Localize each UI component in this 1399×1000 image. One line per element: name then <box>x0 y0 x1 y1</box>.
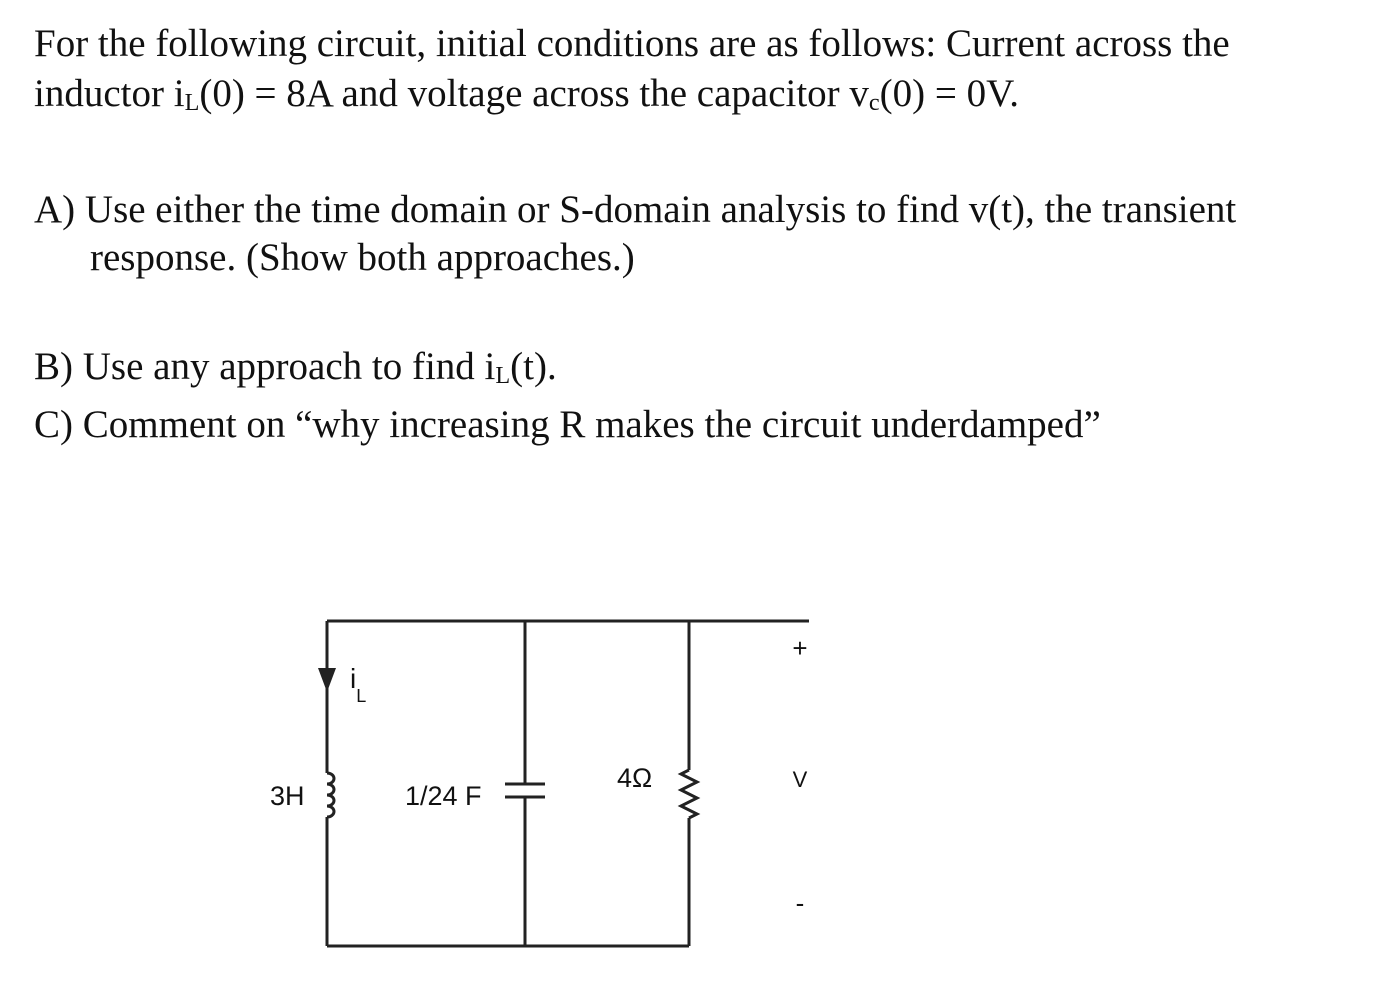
part-a-line-2: response. (Show both approaches.) <box>90 236 635 279</box>
current-label-main: i <box>350 663 357 694</box>
current-arrow-icon <box>318 668 336 692</box>
intro-subscript-c: c <box>868 89 880 117</box>
intro-line-2-suffix: (0) = 0V. <box>879 72 1020 115</box>
part-b-prefix: B) Use any approach to find i <box>34 345 496 388</box>
resistor-label: 4Ω <box>617 763 653 793</box>
current-label <box>350 663 366 706</box>
part-c: C) Comment on “why increasing R makes the circuit underdamped” <box>34 403 1101 446</box>
intro-line-2-mid: (0) = 8A and voltage across the capacitor v <box>199 72 869 115</box>
voltage-label: V <box>792 767 808 792</box>
inductor-coil <box>327 773 334 817</box>
intro-line-2-prefix: inductor i <box>34 72 185 115</box>
current-label-subscript: L <box>356 686 367 706</box>
intro-subscript-L: L <box>184 89 200 117</box>
circuit-wires <box>327 621 809 946</box>
problem-intro-line-1: For the following circuit, initial conditions are as follows: Current across the <box>34 22 1230 65</box>
voltage-minus-sign: - <box>795 888 805 918</box>
part-b-suffix: (t). <box>510 345 557 388</box>
voltage-plus-sign: + <box>792 633 808 663</box>
resistor-zigzag <box>681 770 697 818</box>
inductor-label: 3H <box>270 781 305 811</box>
capacitor-label: 1/24 F <box>405 781 482 811</box>
part-a-line-1: A) Use either the time domain or S-domain analysis to find v(t), the transient <box>34 188 1237 231</box>
part-b-subscript: L <box>495 362 511 390</box>
